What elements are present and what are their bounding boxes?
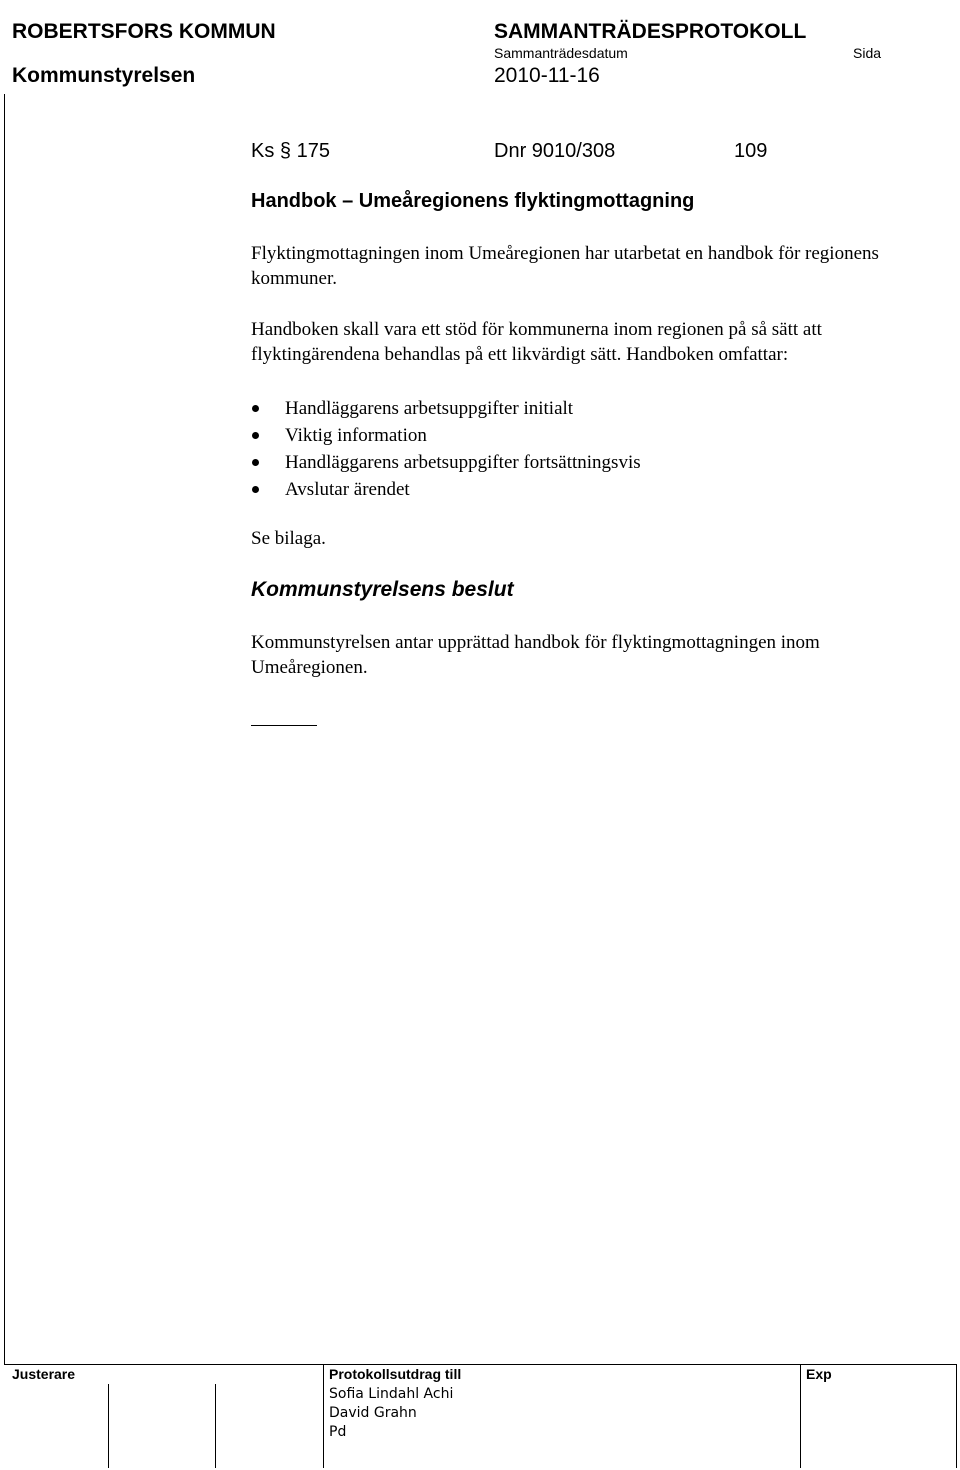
committee-name: Kommunstyrelsen [12,64,196,87]
paragraph-intro: Flyktingmottagningen inom Umeåregionen har utarbetat en handbok för regionens kommuner. [251,243,879,289]
see-attachment-text: Se bilaga. [251,528,326,549]
contents-list [251,395,641,503]
case-reference: Ks § 175 [251,140,330,162]
right-margin-line [956,1364,957,1468]
list-item-text: Handläggarens arbetsuppgifter fortsättningsvis [285,452,641,473]
list-item-text: Avslutar ärendet [285,479,410,500]
recipient-name: Sofia Lindahl Achi [329,1386,454,1402]
list-item [251,476,641,503]
footer-divider [215,1384,216,1468]
decision-text: Kommunstyrelsen antar upprättad handbok för flyktingmottagningen inom Umeåregionen. [251,632,820,678]
document-type: SAMMANTRÄDESPROTOKOLL [494,20,807,43]
recipient-list [329,1385,453,1442]
section-heading: Handbok – Umeåregionens flyktingmottagning [251,190,695,212]
footer-divider [800,1364,801,1468]
bullet-icon [252,405,259,412]
footer-divider [323,1364,324,1468]
date-label: Sammanträdesdatum [494,45,628,61]
footer-top-rule [4,1364,957,1365]
recipient-name: David Grahn [329,1405,417,1421]
adjuster-label: Justerare [12,1366,76,1382]
list-item [251,422,641,449]
meeting-date: 2010-11-16 [494,64,600,87]
list-item-text: Viktig information [285,425,427,446]
list-item-text: Handläggarens arbetsuppgifter initialt [285,398,574,419]
bullet-icon [252,486,259,493]
section-number: 109 [734,140,768,162]
footer-divider [108,1384,109,1468]
list-item [251,449,641,476]
bullet-icon [252,459,259,466]
paragraph-purpose: Handboken skall vara ett stöd för kommunerna inom regionen på så sätt att flyktingärendena behandlas på ett likvärdigt sätt. Handboken omfattar: [251,319,822,365]
section-end-rule [251,725,317,726]
recipient-name: Pd [329,1424,347,1440]
exp-label: Exp [806,1366,832,1382]
decision-heading: Kommunstyrelsens beslut [251,578,514,601]
bullet-icon [252,432,259,439]
organization-name: ROBERTSFORS KOMMUN [12,20,276,43]
extract-recipients-label: Protokollsutdrag till [329,1366,462,1382]
registration-number: Dnr 9010/308 [494,140,616,162]
left-margin-line [4,94,5,1364]
page-label: Sida [853,45,882,61]
list-item [251,395,641,422]
